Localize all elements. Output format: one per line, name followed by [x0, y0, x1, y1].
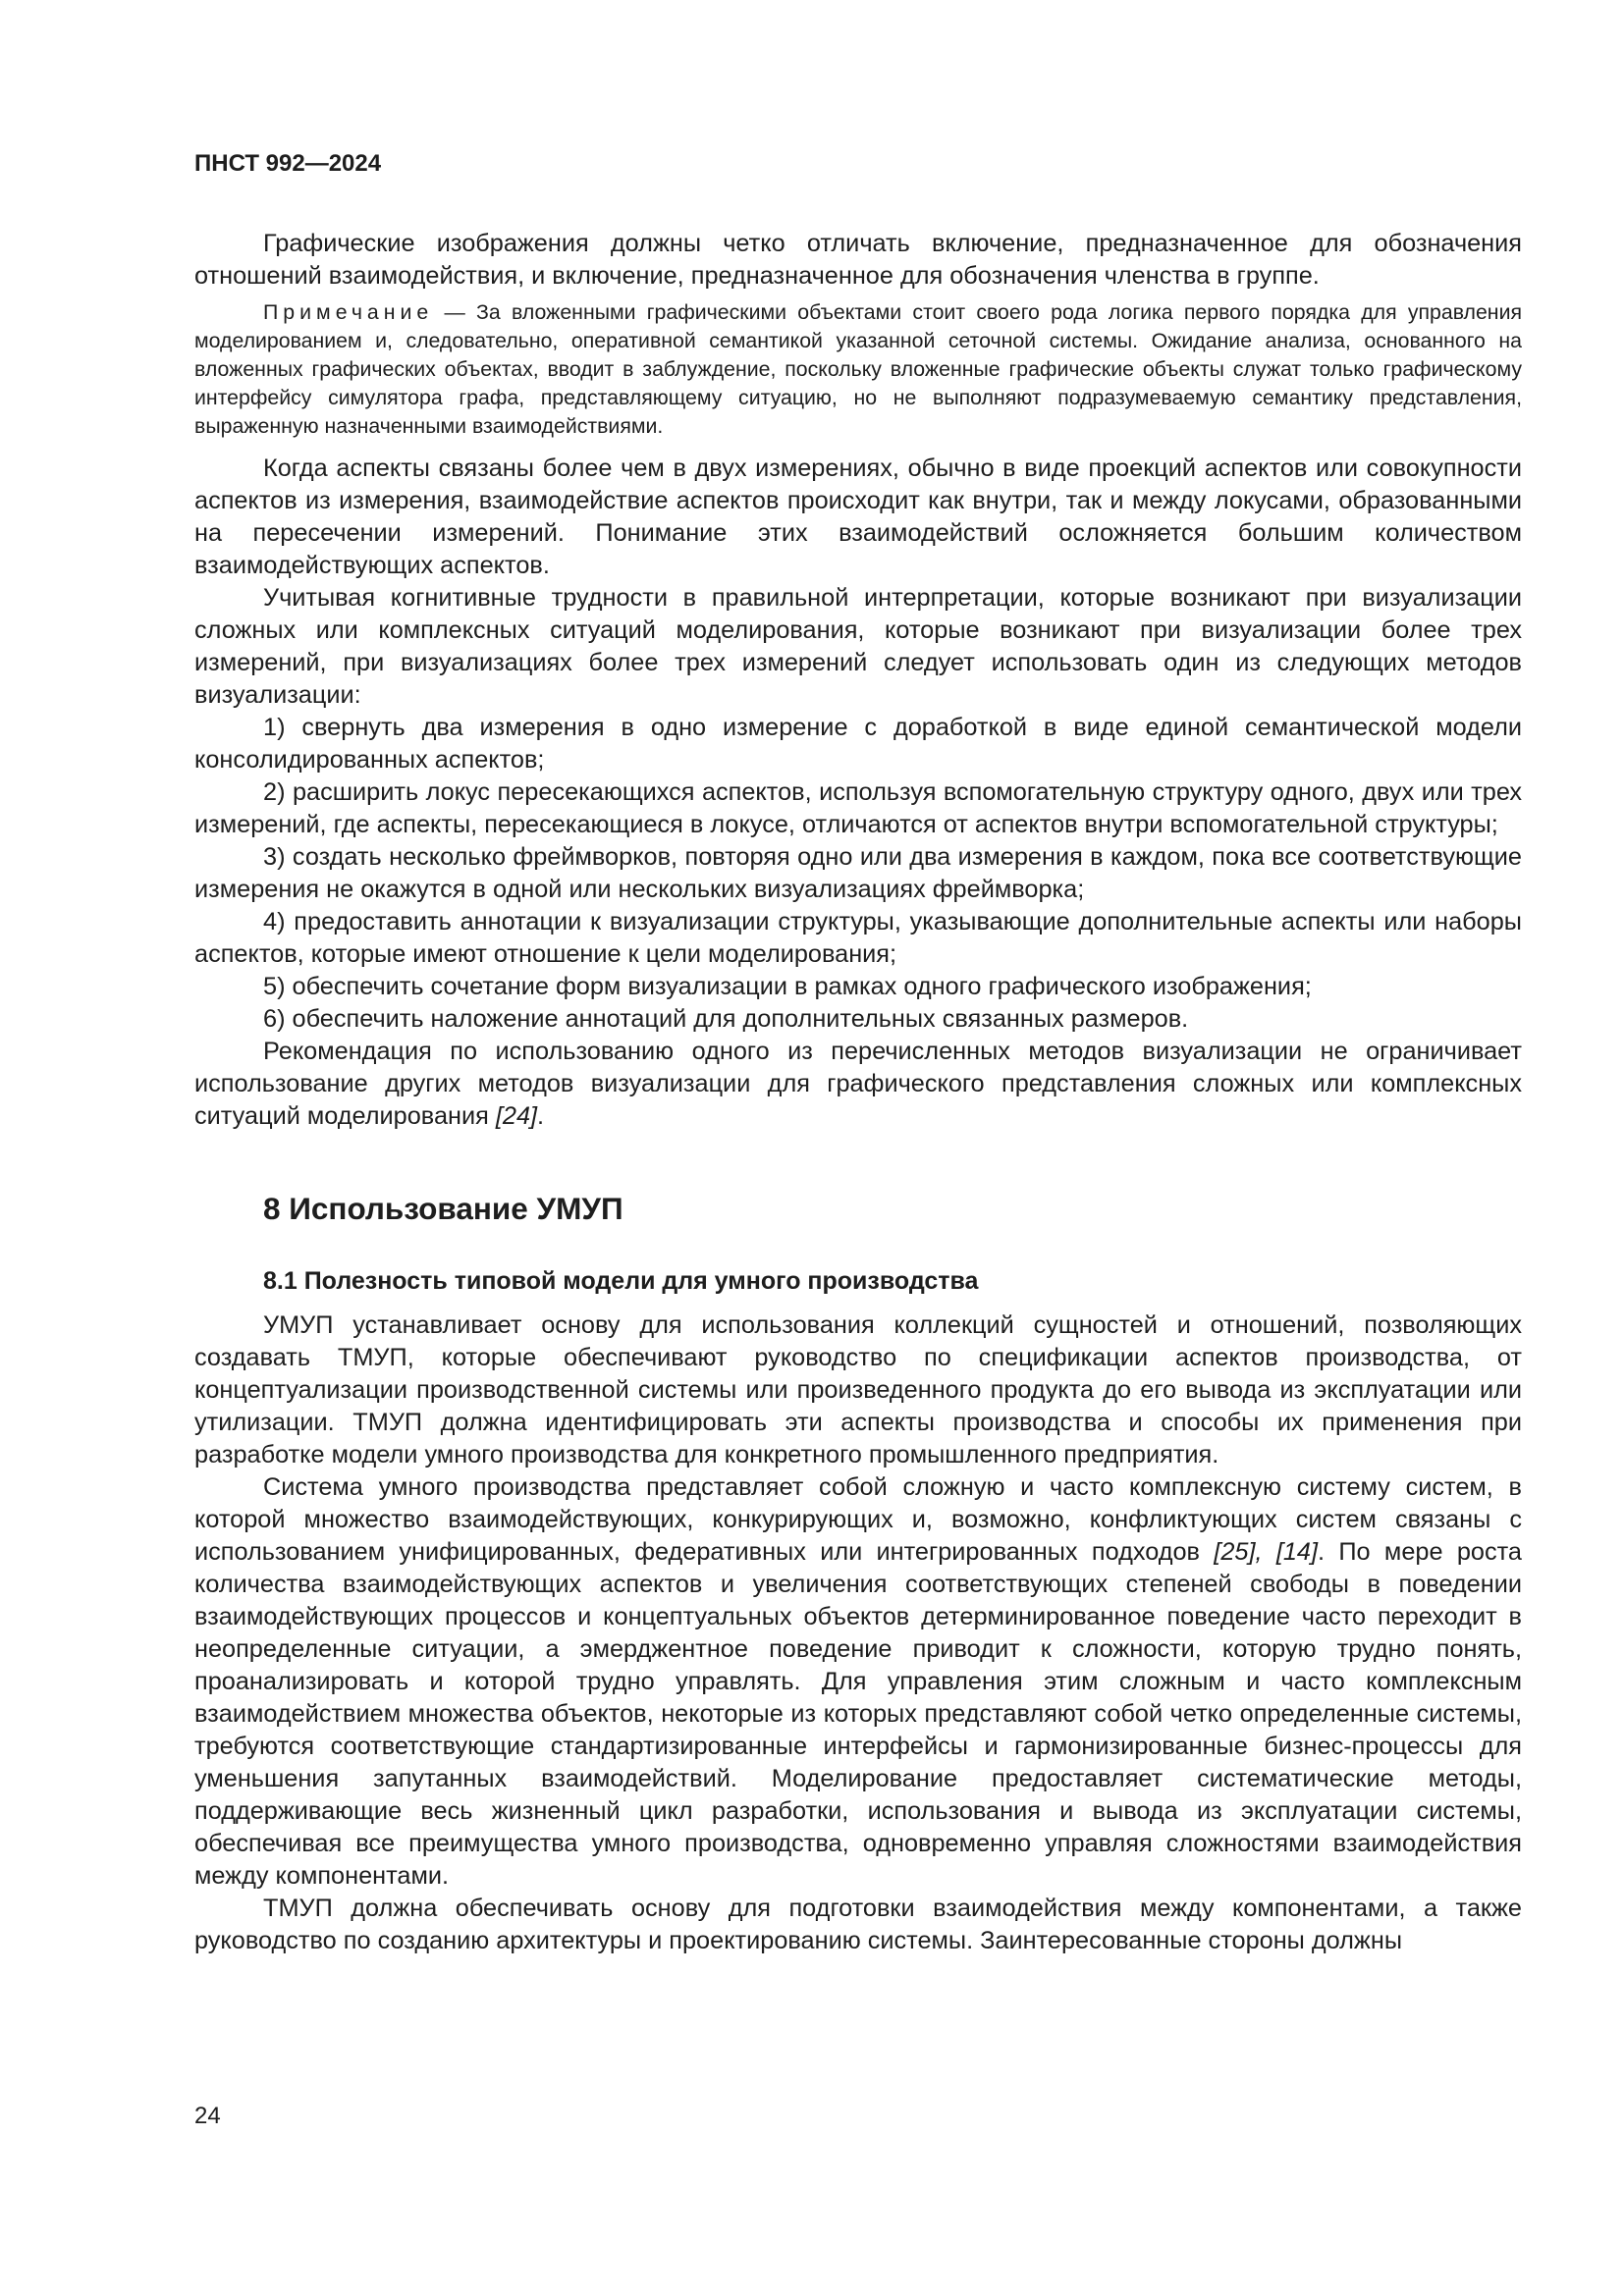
list-item: 3) создать несколько фреймворков, повторяя одно или два измерения в каждом, пока все соответствующие измерения не окажутся в одной или нескольких визуализациях фреймворка; — [194, 843, 1522, 903]
paragraph-recommendation — [194, 1036, 1522, 1133]
list-item: 6) обеспечить наложение аннотаций для дополнительных связанных размеров. — [263, 1005, 1189, 1033]
list-item: 5) обеспечить сочетание форм визуализации в рамках одного графического изображения; — [263, 973, 1312, 1000]
recommendation-text: Рекомендация по использованию одного из перечисленных методов визуализации не ограничивает использование других методов визуализации для графического представления сложных или комплексных ситуаций моделирования — [194, 1038, 1522, 1130]
section-8-heading: 8 Использование УМУП — [263, 1191, 623, 1226]
note-text: — За вложенными графическими объектами стоит своего рода логика первого порядка для управления моделированием и, следовательно, оперативной семантикой указанной сеточной системы. Ожидание анализа, основанного на вложенных графических объектах, вводит в заблуждение, поскольку вложенные графические объекты служат только графическому интерфейсу симулятора графа, представляющему ситуацию, но не выполняют подразумеваемую семантику представления, выраженную назначенными взаимодействиями. — [194, 300, 1522, 438]
list-item: 1) свернуть два измерения в одно измерение с доработкой в виде единой семантической модели консолидированных аспектов; — [194, 714, 1522, 774]
note-label: Примечание — [263, 300, 434, 324]
list-item: 4) предоставить аннотации к визуализации структуры, указывающие дополнительные аспекты или наборы аспектов, которые имеют отношение к цели моделирования; — [194, 908, 1522, 968]
page-number: 24 — [194, 2103, 221, 2129]
paragraph-smart-manufacturing — [194, 1471, 1522, 1893]
section-8-1-heading: 8.1 Полезность типовой модели для умного производства — [263, 1267, 979, 1295]
note-paragraph — [194, 298, 1522, 441]
paragraph-umup: УМУП устанавливает основу для использования коллекций сущностей и отношений, позволяющих создавать ТМУП, которые обеспечивают руководство по спецификации аспектов производства, от концептуализации производственной системы или произведенного продукта до его вывода из эксплуатации или утилизации. ТМУП должна идентифицировать эти аспекты производства и способы их применения при разработке модели умного производства для конкретного промышленного предприятия. — [194, 1311, 1522, 1468]
smart-manufacturing-text-b: . По мере роста количества взаимодействующих аспектов и увеличения соответствующих степеней свободы в поведении взаимодействующих процессов и концептуальных объектов детерминированное поведение часто переходит в неопределенные ситуации, а эмерджентное поведение приводит к сложности, которую трудно понять, проанализировать и которой трудно управлять. Для управления этим сложным и часто комплексным взаимодействием множества объектов, некоторые из которых представляют собой четко определенные системы, требуются соответствующие стандартизированные интерфейсы и гармонизированные бизнес-процессы для уменьшения запутанных взаимодействий. Моделирование предоставляет систематические методы, поддерживающие весь жизненный цикл разработки, использования и вывода из эксплуатации системы, обеспечивая все преимущества умного производства, одновременно управляя сложностями взаимодействия между компонентами. — [194, 1538, 1522, 1890]
paragraph-tmup: ТМУП должна обеспечивать основу для подготовки взаимодействия между компонентами, а также руководство по созданию архитектуры и проектированию системы. Заинтересованные стороны должны — [194, 1895, 1522, 1954]
paragraph-aspects: Когда аспекты связаны более чем в двух измерениях, обычно в виде проекций аспектов или совокупности аспектов из измерения, взаимодействие аспектов происходит как внутри, так и между локусами, образованными на пересечении измерений. Понимание этих взаимодействий осложняется большим количеством взаимодействующих аспектов. — [194, 454, 1522, 579]
reference-25-14: [25], [14] — [1214, 1538, 1319, 1566]
reference-24: [24] — [495, 1102, 538, 1130]
document-id-header: ПНСТ 992—2024 — [194, 150, 382, 177]
recommendation-end: . — [537, 1102, 545, 1130]
list-item: 2) расширить локус пересекающихся аспектов, используя вспомогательную структуру одного, двух или трех измерений, где аспекты, пересекающиеся в локусе, отличаются от аспектов внутри вспомогательной структуры; — [194, 778, 1522, 838]
smart-manufacturing-text-a: Система умного производства представляет собой сложную и часто комплексную систему систем, в которой множество взаимодействующих, конкурирующих и, возможно, конфликтующих систем связаны с использованием унифицированных, федеративных или интегрированных подходов — [194, 1473, 1522, 1566]
paragraph-cognitive: Учитывая когнитивные трудности в правильной интерпретации, которые возникают при визуализации сложных или комплексных ситуаций моделирования, которые возникают при визуализации более трех измерений, при визуализациях более трех измерений следует использовать один из следующих методов визуализации: — [194, 584, 1522, 709]
paragraph-graphics: Графические изображения должны четко отличать включение, предназначенное для обозначения отношений взаимодействия, и включение, предназначенное для обозначения членства в группе. — [194, 230, 1522, 290]
document-body — [194, 228, 1522, 1957]
